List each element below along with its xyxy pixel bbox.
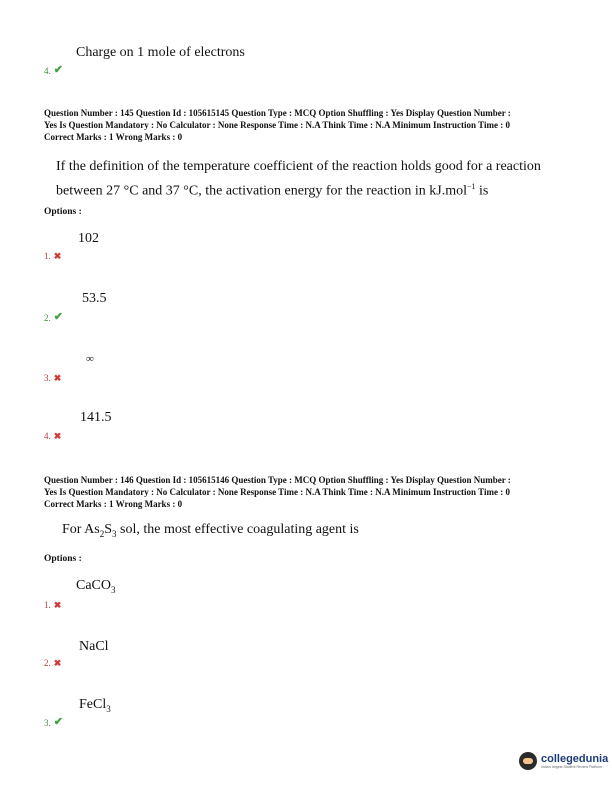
question-146-text: For $As_2S_3$ sol, the most effective coagulating agent is	[62, 522, 359, 539]
q145-option-2-text: 53.5	[82, 291, 107, 306]
q145-option-1-number: 1. ✖	[44, 250, 62, 261]
q146-option-2-text: NaCl	[79, 639, 109, 654]
question-145-meta: Question Number : 145 Question Id : 105615145 Question Type : MCQ Option Shuffling : Yes Display Question Number : Yes Is Question Mandatory : No Calculator : None Response Time : N.A Think Time : N.A Minimum Instruction Time : 0 Correct Marks : 1 Wrong Marks : 0	[44, 108, 511, 142]
cross-icon: ✖	[53, 372, 62, 383]
q145-option-4-text: 141.5	[80, 410, 112, 425]
q145-option-1-text: 102	[78, 231, 99, 246]
check-icon: ✔	[53, 311, 63, 323]
q145-option-3-number: 3. ✖	[44, 372, 62, 383]
q146-option-3-number: 3. ✔	[44, 716, 63, 728]
cross-icon: ✖	[53, 430, 62, 441]
q146-option-1-number: 1. ✖	[44, 599, 62, 610]
q145-option-2-number: 2. ✔	[44, 311, 63, 323]
prev-option-4-text: Charge on 1 mole of electrons	[76, 45, 245, 60]
q146-option-3-text: FeCl$_3$	[79, 697, 111, 714]
q145-option-3-text: ∞	[86, 353, 94, 365]
q146-option-1-text: CaCO$_3$	[76, 578, 116, 595]
prev-option-4-number: 4. ✔	[44, 64, 63, 76]
mascot-icon	[519, 752, 537, 770]
check-icon: ✔	[53, 64, 63, 76]
question-145-text: If the definition of the temperature coefficient of the reaction holds good for a reaction between 27 °C and 37 °C, the activation energy for the reaction in kJ.mol$^{-1}$ is	[56, 159, 541, 199]
cross-icon: ✖	[53, 599, 62, 610]
collegedunia-logo: collegedunia India's largest Student Review Platform	[519, 752, 608, 770]
check-icon: ✔	[53, 716, 63, 728]
question-145-options-label: Options :	[44, 207, 82, 217]
question-146-meta: Question Number : 146 Question Id : 105615146 Question Type : MCQ Option Shuffling : Yes Display Question Number : Yes Is Question Mandatory : No Calculator : None Response Time : N.A Think Time : N.A Minimum Instruction Time : 0 Correct Marks : 1 Wrong Marks : 0	[44, 475, 511, 509]
question-146-options-label: Options :	[44, 554, 82, 564]
cross-icon: ✖	[53, 250, 62, 261]
cross-icon: ✖	[53, 657, 62, 668]
q146-option-2-number: 2. ✖	[44, 657, 62, 668]
q145-option-4-number: 4. ✖	[44, 430, 62, 441]
